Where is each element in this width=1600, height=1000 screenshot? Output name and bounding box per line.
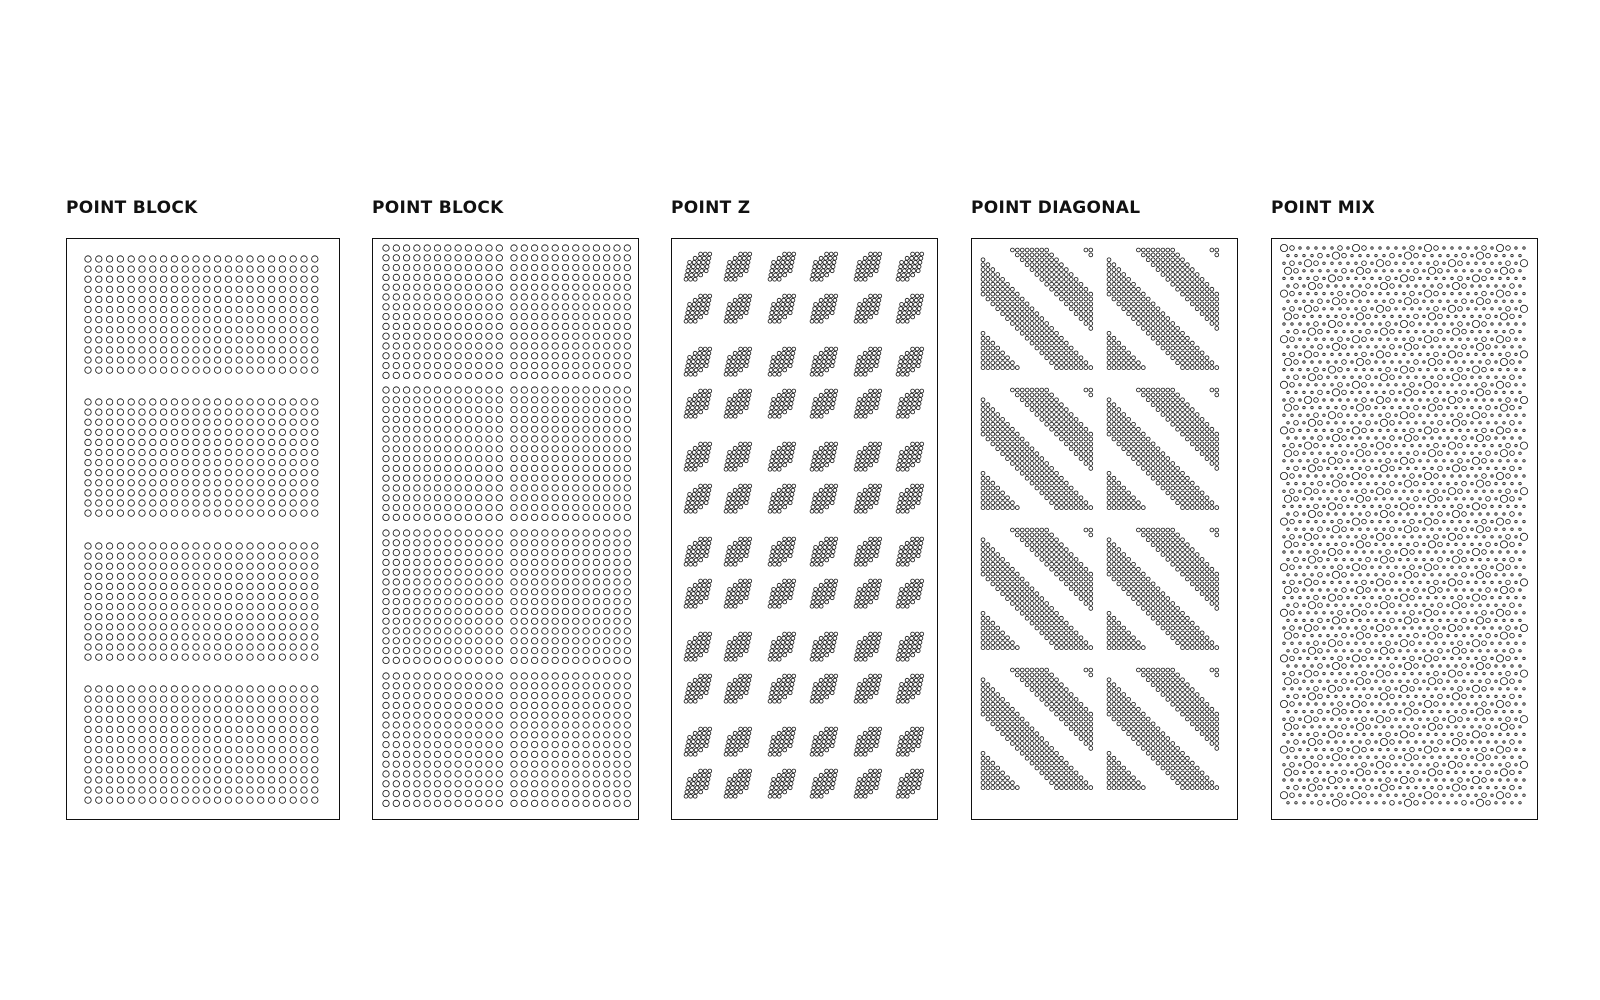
panel-title-point-z: POINT Z: [671, 198, 751, 218]
dot-block: [383, 387, 503, 521]
z-motif: [896, 632, 924, 661]
z-motif: [854, 537, 882, 566]
panel-title-point-block-2: POINT BLOCK: [372, 198, 504, 218]
z-motif: [854, 632, 882, 661]
z-motif: [810, 727, 838, 756]
dot-block: [383, 530, 503, 664]
z-motif: [896, 484, 924, 513]
mixed-dot-lattice: [1280, 244, 1527, 806]
z-motif: [854, 252, 882, 281]
z-motif: [854, 769, 882, 798]
z-motif: [768, 442, 796, 471]
panel-point-mix: [1271, 238, 1538, 820]
z-motif: [684, 537, 712, 566]
z-motif: [684, 484, 712, 513]
z-motif: [768, 484, 796, 513]
dot-block: [383, 673, 503, 807]
z-motif: [854, 294, 882, 323]
dot-block: [511, 245, 631, 379]
z-motif: [768, 252, 796, 281]
z-motif: [810, 389, 838, 418]
z-motif: [896, 769, 924, 798]
panel-title-point-diagonal: POINT DIAGONAL: [971, 198, 1141, 218]
z-motif: [724, 632, 752, 661]
z-motif: [810, 442, 838, 471]
diagonal-block: [981, 528, 1093, 649]
z-motif: [768, 294, 796, 323]
z-motif: [684, 632, 712, 661]
dot-block: [383, 245, 503, 379]
diagonal-block: [1107, 248, 1219, 369]
z-motif: [768, 727, 796, 756]
z-motif: [896, 347, 924, 376]
z-motif: [896, 252, 924, 281]
z-motif: [768, 537, 796, 566]
panel-frame: [67, 239, 340, 820]
z-motif: [724, 347, 752, 376]
z-motif: [896, 674, 924, 703]
z-motif: [768, 632, 796, 661]
diagonal-block: [1107, 528, 1219, 649]
z-motif: [854, 347, 882, 376]
diagonal-block: [1107, 388, 1219, 509]
z-motif: [854, 484, 882, 513]
z-motif: [854, 579, 882, 608]
z-motif: [724, 727, 752, 756]
panel-title-point-mix: POINT MIX: [1271, 198, 1376, 218]
z-motif: [810, 674, 838, 703]
z-motif: [810, 537, 838, 566]
z-motif: [724, 674, 752, 703]
z-motif: [768, 674, 796, 703]
z-motif: [896, 727, 924, 756]
z-motif: [684, 674, 712, 703]
z-motif: [810, 769, 838, 798]
panel-title-point-block-1: POINT BLOCK: [66, 198, 198, 218]
z-motif: [684, 252, 712, 281]
z-motif: [896, 537, 924, 566]
diagonal-block: [981, 248, 1093, 369]
z-motif: [684, 294, 712, 323]
z-motif: [810, 294, 838, 323]
z-motif: [724, 442, 752, 471]
panel-point-z: [671, 238, 938, 820]
panel-point-block-single: [66, 238, 340, 820]
z-motif: [684, 727, 712, 756]
z-motif: [684, 769, 712, 798]
z-motif: [724, 769, 752, 798]
z-motif: [810, 579, 838, 608]
z-motif: [896, 389, 924, 418]
z-motif: [684, 442, 712, 471]
panel-point-block-double: [372, 238, 639, 820]
diagonal-block: [1107, 668, 1219, 789]
z-motif: [724, 537, 752, 566]
panel-frame: [672, 239, 938, 820]
z-motif: [724, 294, 752, 323]
z-motif: [724, 389, 752, 418]
z-motif: [896, 579, 924, 608]
dot-block: [85, 256, 318, 373]
z-motif: [684, 579, 712, 608]
z-motif: [896, 294, 924, 323]
z-motif: [724, 252, 752, 281]
z-motif: [810, 484, 838, 513]
z-motif: [854, 389, 882, 418]
z-motif: [768, 389, 796, 418]
dot-block: [511, 387, 631, 521]
z-motif: [724, 579, 752, 608]
dot-block: [511, 530, 631, 664]
dot-block: [85, 543, 318, 661]
z-motif: [768, 347, 796, 376]
diagonal-block: [981, 388, 1093, 509]
z-motif: [684, 389, 712, 418]
z-motif: [854, 674, 882, 703]
z-motif: [810, 632, 838, 661]
dot-block: [85, 686, 318, 804]
z-motif: [854, 727, 882, 756]
z-motif: [684, 347, 712, 376]
z-motif: [896, 442, 924, 471]
panel-point-diagonal: [971, 238, 1238, 820]
z-motif: [854, 442, 882, 471]
dot-block: [511, 673, 631, 807]
z-motif: [810, 347, 838, 376]
z-motif: [724, 484, 752, 513]
z-motif: [768, 769, 796, 798]
z-motif: [768, 579, 796, 608]
z-motif: [810, 252, 838, 281]
dot-block: [85, 399, 318, 517]
diagonal-block: [981, 668, 1093, 789]
